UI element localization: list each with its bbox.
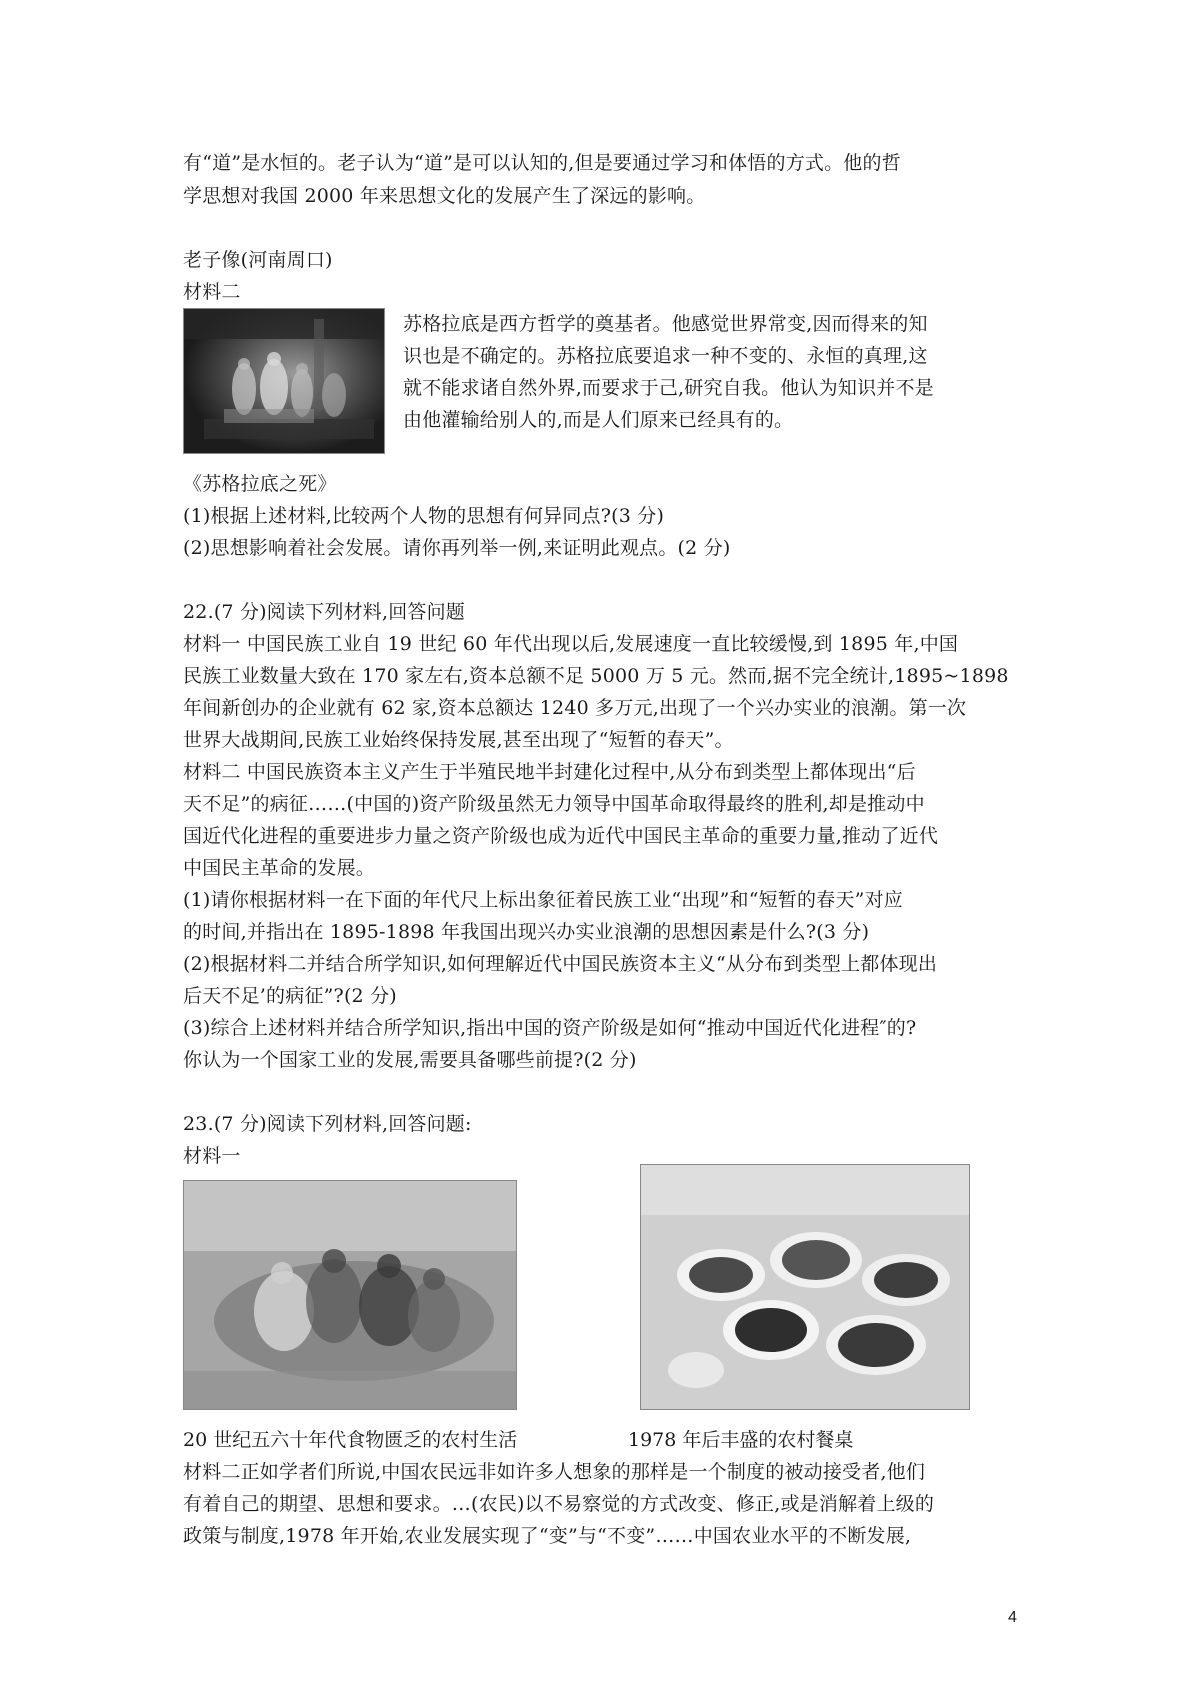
- text-line: 材料二正如学者们所说,中国农民远非如许多人想象的那样是一个制度的被动接受者,他们: [183, 1461, 926, 1483]
- text-line: 天不足”的病征……(中国的)资产阶级虽然无力领导中国革命取得最终的胜利,却是推动中: [183, 793, 925, 815]
- text-line: 政策与制度,1978 年开始,农业发展实现了“变”与“不变”……中国农业水平的不断发展,: [183, 1525, 912, 1547]
- socrates-text-line: 由他灌输给别人的,而是人们原来已经具有的。: [403, 409, 794, 431]
- text-line: 有“道”是水恒的。老子认为“道”是可以认知的,但是要通过学习和体悟的方式。他的哲: [183, 152, 901, 174]
- question-line: 的时间,并指出在 1895-1898 年我国出现兴办实业浪潮的思想因素是什么?(3 分): [183, 921, 870, 943]
- q23-heading: 23.(7 分)阅读下列材料,回答问题:: [183, 1113, 472, 1135]
- text-line: 学思想对我国 2000 年来思想文化的发展产生了深远的影响。: [183, 185, 706, 207]
- question-line: (1)根据上述材料,比较两个人物的思想有何异同点?(3 分): [183, 505, 665, 527]
- rural-life-photo: [183, 1180, 517, 1410]
- text-line: 有着自己的期望、思想和要求。…(农民)以不易察觉的方式改变、修正,或是消解着上级的: [183, 1493, 935, 1515]
- socrates-text-line: 就不能求诸自然外界,而要求于己,研究自我。他认为知识并不是: [403, 377, 934, 399]
- abundant-table-photo: [640, 1164, 970, 1410]
- question-line: (2)根据材料二并结合所学知识,如何理解近代中国民族资本主义“从分布到类型上都体现出: [183, 953, 938, 975]
- material-label: 材料一: [183, 1145, 241, 1167]
- socrates-text-line: 苏格拉底是西方哲学的奠基者。他感觉世界常变,因而得来的知: [403, 313, 928, 335]
- socrates-caption: 《苏格拉底之死》: [183, 473, 337, 495]
- question-line: 你认为一个国家工业的发展,需要具备哪些前提?(2 分): [183, 1049, 637, 1071]
- page-number: 4: [1008, 1609, 1017, 1626]
- left-photo-caption: 20 世纪五六十年代食物匮乏的农村生活: [183, 1429, 518, 1451]
- text-line: 世界大战期间,民族工业始终保持发展,甚至出现了“短暂的春天”。: [183, 729, 734, 751]
- text-line: 民族工业数量大致在 170 家左右,资本总额不足 5000 万 5 元。然而,据不完全统计,1895~1898: [183, 665, 1009, 687]
- text-line: 国近代化进程的重要进步力量之资产阶级也成为近代中国民主革命的重要力量,推动了近代: [183, 825, 939, 847]
- socrates-text-line: 识也是不确定的。苏格拉底要追求一种不变的、永恒的真理,这: [403, 345, 928, 367]
- laozi-caption: 老子像(河南周口): [183, 249, 333, 271]
- question-line: (1)请你根据材料一在下面的年代尺上标出象征着民族工业“出现”和“短暂的春天”对应: [183, 889, 903, 911]
- text-line: 材料一 中国民族工业自 19 世纪 60 年代出现以后,发展速度一直比较缓慢,到 1895 年,中国: [183, 633, 959, 655]
- socrates-painting: [183, 308, 385, 454]
- question-line: (2)思想影响着社会发展。请你再列举一例,来证明此观点。(2 分): [183, 537, 731, 559]
- right-photo-caption: 1978 年后丰盛的农村餐桌: [628, 1429, 854, 1451]
- q22-heading: 22.(7 分)阅读下列材料,回答问题: [183, 601, 466, 623]
- question-line: 后天不足’的病征”?(2 分): [183, 985, 397, 1007]
- material-label: 材料二: [183, 281, 241, 303]
- text-line: 中国民主革命的发展。: [183, 857, 376, 879]
- text-line: 材料二 中国民族资本主义产生于半殖民地半封建化过程中,从分布到类型上都体现出“后: [183, 761, 916, 783]
- text-line: 年间新创办的企业就有 62 家,资本总额达 1240 多万元,出现了一个兴办实业的浪潮。第一次: [183, 697, 967, 719]
- question-line: (3)综合上述材料并结合所学知识,指出中国的资产阶级是如何“推动中国近代化进程″的?: [183, 1017, 917, 1039]
